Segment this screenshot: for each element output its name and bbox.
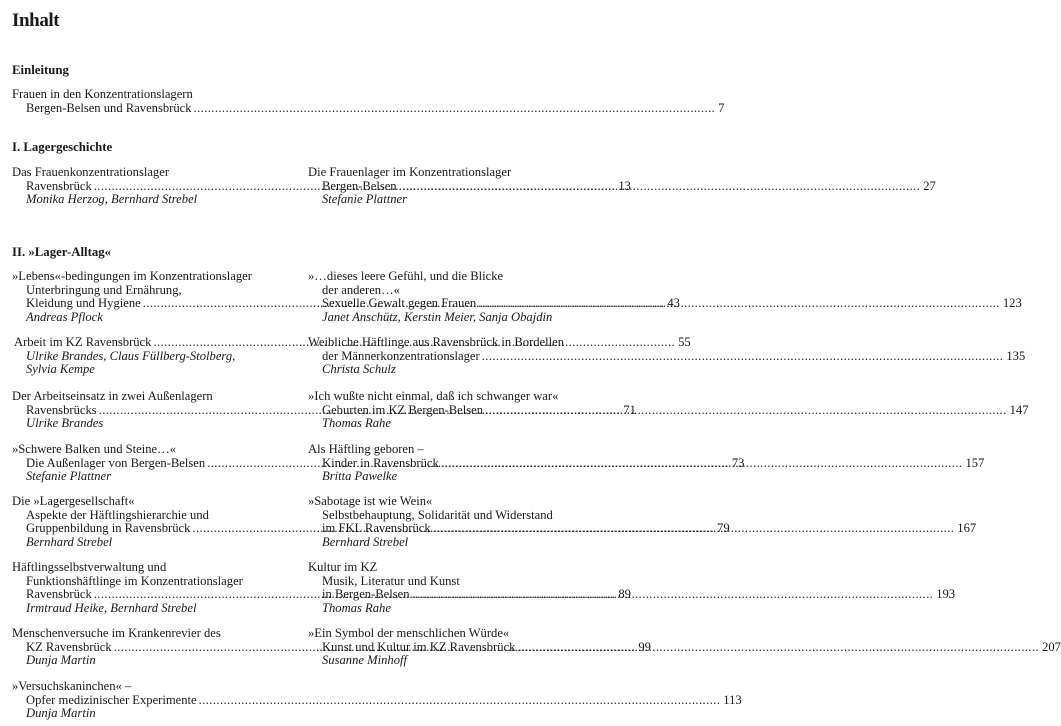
page-number: 7 — [718, 100, 725, 115]
page-number: 43 — [667, 296, 680, 311]
entry-author: Stefanie Plattner — [322, 192, 407, 207]
entry-author: Ulrike Brandes — [26, 416, 104, 431]
entry-author: Thomas Rahe — [322, 416, 391, 431]
entry-subtitle: der Männerkonzentrationslager — [322, 348, 480, 363]
entry-title: »…dieses leere Gefühl, und die Blicke — [308, 269, 504, 283]
page-number: 71 — [623, 402, 636, 417]
entry-author: Stefanie Plattner — [26, 469, 111, 484]
entry-title: Häftlingsselbstverwaltung und — [12, 560, 167, 574]
entry-title: Frauen in den Konzentrationslagern — [12, 87, 193, 101]
entry-title: Als Häftling geboren – — [308, 442, 424, 456]
entry-subtitle: Kunst und Kultur im KZ Ravensbrück — [322, 639, 516, 654]
page-number: 73 — [731, 455, 745, 470]
entry-title: Weibliche Häftlinge aus Ravensbrück in Bordellen — [308, 335, 565, 349]
page-number: 99 — [638, 639, 651, 654]
entry-author: Bernhard Strebel — [322, 534, 409, 549]
page-number: 167 — [957, 521, 977, 536]
entry-author: Ulrike Brandes, Claus Füllberg-Stolberg, — [26, 348, 236, 363]
entry-subtitle: Musik, Literatur und Kunst — [322, 573, 460, 588]
entry-subtitle: der anderen…« — [322, 282, 400, 297]
page-number: 13 — [618, 178, 631, 193]
page-number: 123 — [1002, 296, 1022, 311]
entry-author: Monika Herzog, Bernhard Strebel — [26, 192, 198, 207]
entry-subtitle: Kleidung und Hygiene — [26, 296, 141, 311]
entry-subtitle: im FKL Ravensbrück — [322, 521, 431, 536]
page-number: 79 — [717, 521, 730, 536]
page-number: 113 — [723, 692, 742, 707]
entry-title: Kultur im KZ — [308, 560, 378, 574]
entry-title: Die Frauenlager im Konzentrationslager — [308, 165, 512, 179]
page-number: 55 — [678, 335, 691, 349]
entry-title: »Schwere Balken und Steine…« — [12, 442, 177, 456]
entry-subtitle: Opfer medizinischer Experimente — [26, 692, 197, 707]
entry-author: Thomas Rahe — [322, 600, 391, 615]
entry-subtitle: Aspekte der Häftlingshierarchie und — [26, 507, 209, 522]
entry-title: Das Frauenkonzentrationslager — [12, 165, 170, 179]
entry-title: »Lebens«-bedingungen im Konzentrationslager — [12, 269, 252, 283]
entry-title: Arbeit im KZ Ravensbrück — [14, 335, 152, 349]
page-title: Inhalt — [12, 10, 60, 31]
entry-subtitle: in Bergen-Belsen — [322, 587, 410, 602]
entry-subtitle: Die Außenlager von Bergen-Belsen — [26, 455, 206, 470]
entry-author: Susanne Minhoff — [322, 653, 408, 668]
entry-subtitle: Gruppenbildung in Ravensbrück — [26, 521, 191, 536]
entry-subtitle: Bergen-Belsen und Ravensbrück — [26, 100, 192, 115]
entry-title: »Sabotage ist wie Wein« — [308, 494, 433, 508]
entry-title: »Versuchskaninchen« – — [12, 679, 132, 693]
entry-title: Der Arbeitseinsatz in zwei Außenlagern — [12, 389, 213, 403]
page-number: 135 — [1006, 348, 1026, 363]
toc-entry[interactable] — [12, 679, 742, 721]
entry-author: Irmtraud Heike, Bernhard Strebel — [26, 600, 197, 615]
page-number: 207 — [1042, 639, 1061, 654]
entry-subtitle: Ravensbrück — [26, 178, 92, 193]
page-number: 193 — [936, 587, 956, 602]
section-heading-einleitung: Einleitung — [12, 63, 69, 77]
page-number: 27 — [923, 178, 936, 193]
entry-leader-line — [12, 100, 725, 116]
entry-subtitle: Ravensbrück — [26, 587, 92, 602]
entry-subtitle: Ravensbrücks — [26, 402, 97, 417]
entry-leader-line — [12, 692, 742, 708]
entry-author: Dunja Martin — [26, 653, 96, 668]
entry-subtitle: Selbstbehauptung, Solidarität und Widerstand — [322, 507, 553, 522]
page-number: 157 — [965, 455, 985, 470]
entry-subtitle: Bergen-Belsen — [322, 178, 397, 193]
entry-subtitle: KZ Ravensbrück — [26, 639, 112, 654]
toc-entry[interactable] — [12, 87, 725, 115]
entry-subtitle: Sexuelle Gewalt gegen Frauen — [322, 296, 477, 311]
entry-title: Menschenversuche im Krankenrevier des — [12, 626, 221, 640]
entry-leader-line — [308, 348, 1026, 364]
entry-subtitle: Geburten im KZ Bergen-Belsen — [322, 402, 483, 417]
entry-subtitle: Unterbringung und Ernährung, — [26, 282, 182, 297]
section-heading-lager-alltag: II. »Lager-Alltag« — [12, 245, 112, 259]
page-number: 147 — [1009, 402, 1029, 417]
entry-subtitle: Funktionshäftlinge im Konzentrationslager — [26, 573, 243, 588]
entry-author: Janet Anschütz, Kerstin Meier, Sanja Obajdin — [322, 309, 553, 324]
entry-author: Christa Schulz — [322, 362, 396, 377]
entry-title: Die »Lagergesellschaft« — [12, 494, 135, 508]
entry-subtitle: Kinder in Ravensbrück — [322, 455, 439, 470]
entry-author: Bernhard Strebel — [26, 534, 113, 549]
entry-author: Dunja Martin — [26, 706, 96, 721]
entry-author: Sylvia Kempe — [26, 362, 95, 377]
entry-author: Andreas Pflock — [26, 309, 103, 324]
entry-author: Britta Pawelke — [322, 469, 398, 484]
section-heading-lagergeschichte: I. Lagergeschichte — [12, 140, 113, 154]
entry-title: »Ein Symbol der menschlichen Würde« — [308, 626, 510, 640]
entry-title: »Ich wußte nicht einmal, daß ich schwanger war« — [308, 389, 559, 403]
page-number: 89 — [618, 587, 631, 602]
